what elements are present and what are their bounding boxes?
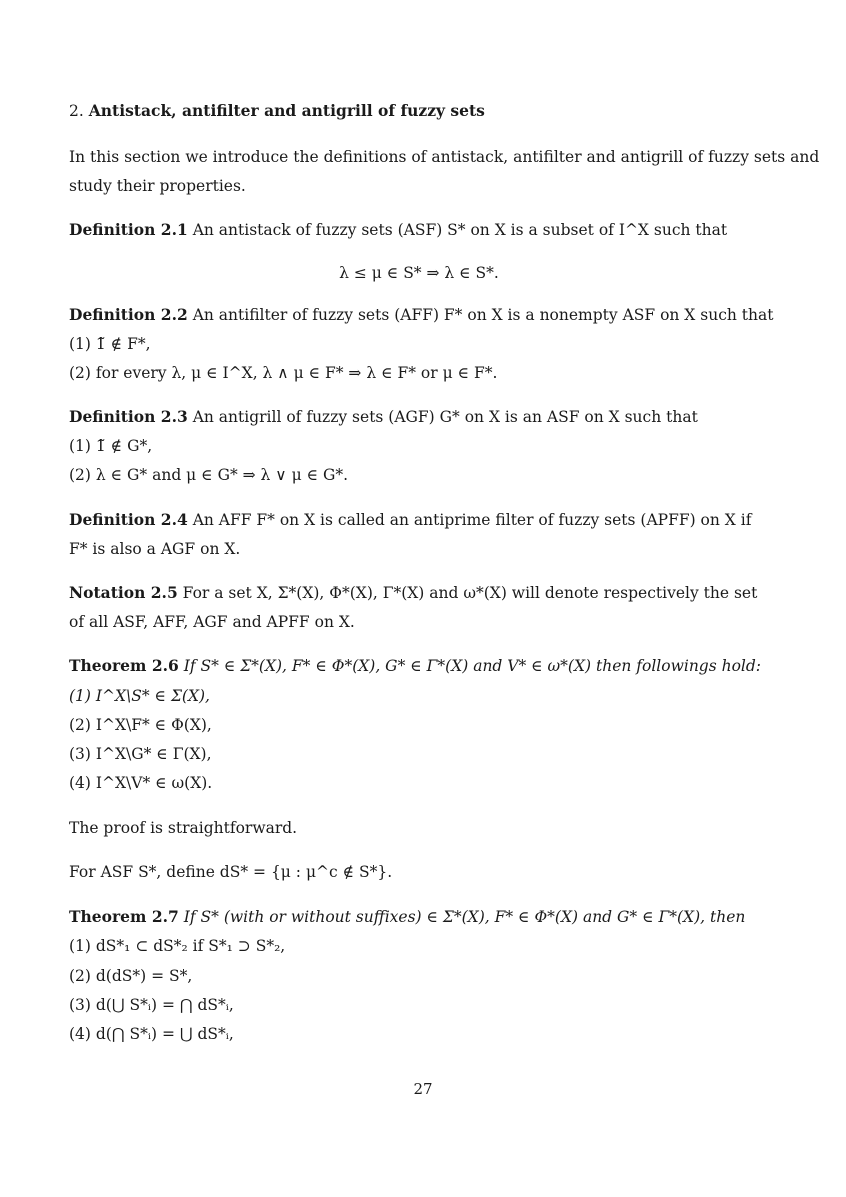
theorem-2-7-item-1: (1) dS*₁ ⊂ dS*₂ if S*₁ ⊃ S*₂, [69, 937, 286, 955]
theorem-2-7-item-4: (4) d(⋂ S*ᵢ) = ⋃ dS*ᵢ, [69, 1025, 234, 1043]
theorem-text: If S* (with or without suffixes) ∈ Σ*(X), F* ∈ Φ*(X) and G* ∈ Γ*(X), then [183, 908, 746, 926]
definition-2-2 [69, 305, 773, 325]
definition-text: An AFF F* on X is called an antiprime filter of fuzzy sets (APFF) on X if [192, 511, 752, 529]
theorem-label: Theorem 2.6 [69, 656, 179, 675]
section-heading [69, 101, 485, 121]
section-title: Antistack, antifilter and antigrill of fuzzy sets [88, 101, 485, 120]
definition-2-3-item-1: (1) 1̃ ∉ G*, [69, 437, 153, 455]
theorem-2-6-item-2: (2) I^X\F* ∈ Φ(X), [69, 716, 212, 734]
definition-label: Definition 2.1 [69, 220, 188, 239]
definition-label: Definition 2.2 [69, 305, 188, 324]
definition-2-3-item-2: (2) λ ∈ G* and μ ∈ G* ⇒ λ ∨ μ ∈ G*. [69, 466, 349, 484]
definition-label: Definition 2.4 [69, 510, 188, 529]
theorem-2-7-item-2: (2) d(dS*) = S*, [69, 967, 193, 985]
definition-2-2-item-1: (1) 1̃ ∉ F*, [69, 335, 151, 353]
definition-text: An antifilter of fuzzy sets (AFF) F* on X is a nonempty ASF on X such that [192, 306, 774, 324]
theorem-2-7 [69, 907, 745, 927]
notation-text: For a set X, Σ*(X), Φ*(X), Γ*(X) and ω*(X) will denote respectively the set [182, 584, 758, 602]
notation-label: Notation 2.5 [69, 583, 178, 602]
theorem-text: If S* ∈ Σ*(X), F* ∈ Φ*(X), G* ∈ Γ*(X) and V* ∈ ω*(X) then followings hold: [183, 657, 762, 675]
section-number: 2. [69, 102, 84, 120]
definition-2-2-item-2: (2) for every λ, μ ∈ I^X, λ ∧ μ ∈ F* ⇒ λ ∈ F* or μ ∈ F*. [69, 364, 498, 382]
definition-text: An antistack of fuzzy sets (ASF) S* on X is a subset of I^X such that [192, 221, 728, 239]
theorem-2-6 [69, 656, 761, 676]
notation-2-5 [69, 583, 757, 603]
theorem-2-6-item-4: (4) I^X\V* ∈ ω(X). [69, 774, 213, 792]
definition-2-4-line-2: F* is also a AGF on X. [69, 540, 241, 558]
proof-note: The proof is straightforward. [69, 819, 298, 837]
definition-2-1 [69, 220, 727, 240]
definition-2-3 [69, 407, 698, 427]
intro-line-1: In this section we introduce the definitions of antistack, antifilter and antigrill of fuzzy sets and [69, 148, 820, 166]
theorem-2-6-item-1: (1) I^X\S* ∈ Σ(X), [69, 687, 210, 705]
intro-line-2: study their properties. [69, 177, 246, 195]
notation-2-5-line-2: of all ASF, AFF, AGF and APFF on X. [69, 613, 355, 631]
ds-definition: For ASF S*, define dS* = {μ : μ^c ∉ S*}. [69, 863, 393, 881]
definition-2-4 [69, 510, 751, 530]
theorem-2-6-item-3: (3) I^X\G* ∈ Γ(X), [69, 745, 212, 763]
definition-2-1-formula: λ ≤ μ ∈ S* ⇒ λ ∈ S*. [339, 264, 499, 282]
definition-text: An antigrill of fuzzy sets (AGF) G* on X is an ASF on X such that [192, 408, 698, 426]
theorem-2-7-item-3: (3) d(⋃ S*ᵢ) = ⋂ dS*ᵢ, [69, 996, 234, 1014]
theorem-label: Theorem 2.7 [69, 907, 179, 926]
page-number: 27 [413, 1080, 433, 1098]
definition-label: Definition 2.3 [69, 407, 188, 426]
